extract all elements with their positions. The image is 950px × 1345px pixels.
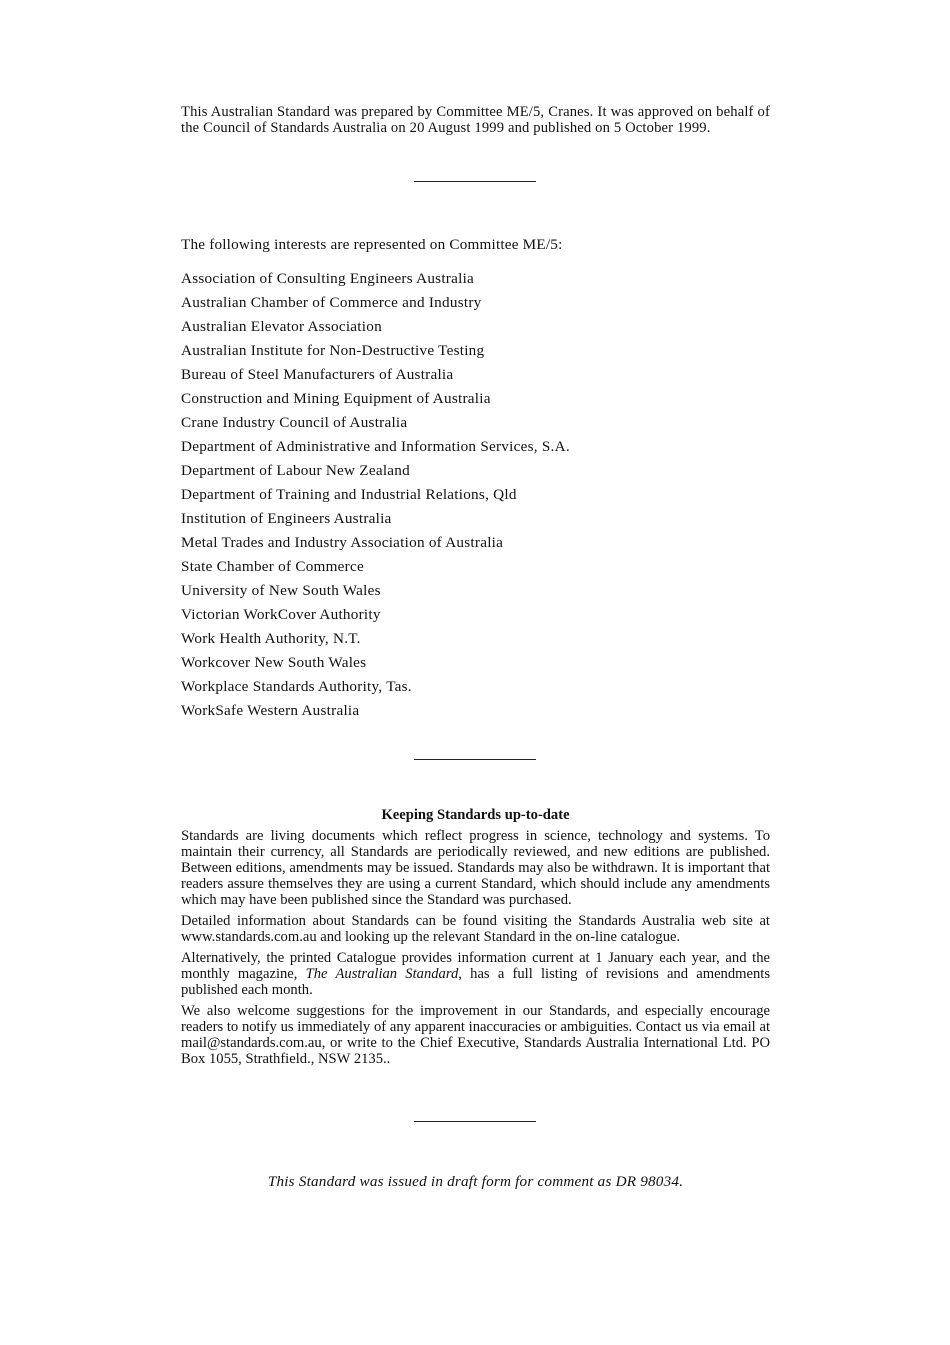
list-item: Australian Elevator Association — [181, 318, 382, 335]
paragraph: Detailed information about Standards can be found visiting the Standards Australia web site at www.standards.com.au and looking up the relevant Standard in the on-line catalogue. — [181, 913, 770, 945]
list-item: Metal Trades and Industry Association of Australia — [181, 534, 504, 551]
list-item: Department of Training and Industrial Relations, Qld — [181, 486, 517, 503]
list-item: Institution of Engineers Australia — [181, 510, 392, 527]
list-item: Crane Industry Council of Australia — [181, 414, 408, 431]
approval-statement: This Australian Standard was prepared by Committee ME/5, Cranes. It was approved on behalf of the Council of Standards Australia on 20 August 1999 and published on 5 October 1999. — [181, 104, 770, 136]
section-divider — [414, 1121, 536, 1122]
paragraph: Standards are living documents which reflect progress in science, technology and systems. To maintain their currency, all Standards are periodically reviewed, and new editions are published. Between editions, amendments may be issued. Standards may also be withdrawn. It is important that readers assure themselves they are using a current Standard, which should include any amendments which may have been published since the Standard was purchased. — [181, 828, 770, 908]
paragraph: We also welcome suggestions for the improvement in our Standards, and especially encourage readers to notify us immediately of any apparent inaccuracies or ambiguities. Contact us via email at mail@standards.com.au, or write to the Chief Executive, Standards Australia International Ltd. PO Box 1055, Strathfield., NSW 2135.. — [181, 1003, 770, 1067]
section-divider — [414, 181, 536, 182]
interests-list — [181, 270, 570, 726]
list-item: Association of Consulting Engineers Australia — [181, 270, 475, 287]
paragraph-text: Alternatively, the printed Catalogue provides information current at 1 January each year, and the monthly magazine, — [181, 950, 770, 982]
list-item: Australian Chamber of Commerce and Industry — [181, 294, 482, 311]
publication-title: The Australian Standard — [305, 966, 459, 982]
list-item: University of New South Wales — [181, 582, 381, 599]
keeping-standards-heading: Keeping Standards up-to-date — [381, 807, 570, 823]
list-item: Department of Administrative and Information Services, S.A. — [181, 438, 570, 455]
list-item: Australian Institute for Non-Destructive Testing — [181, 342, 485, 359]
draft-note: This Standard was issued in draft form for comment as DR 98034. — [267, 1173, 684, 1190]
keeping-standards-body — [181, 828, 770, 1072]
list-item: Workcover New South Wales — [181, 654, 367, 671]
list-item: Construction and Mining Equipment of Australia — [181, 390, 491, 407]
list-item: Work Health Authority, N.T. — [181, 630, 361, 647]
list-item: State Chamber of Commerce — [181, 558, 364, 575]
list-item: Bureau of Steel Manufacturers of Australia — [181, 366, 454, 383]
paragraph-text: , has a full listing of revisions and amendments published each month. — [181, 966, 770, 998]
list-item: Victorian WorkCover Authority — [181, 606, 381, 623]
list-item: Department of Labour New Zealand — [181, 462, 410, 479]
list-item: Workplace Standards Authority, Tas. — [181, 678, 412, 695]
interests-heading: The following interests are represented on Committee ME/5: — [181, 236, 563, 253]
list-item: WorkSafe Western Australia — [181, 702, 360, 719]
paragraph — [181, 950, 770, 998]
section-divider — [414, 759, 536, 760]
